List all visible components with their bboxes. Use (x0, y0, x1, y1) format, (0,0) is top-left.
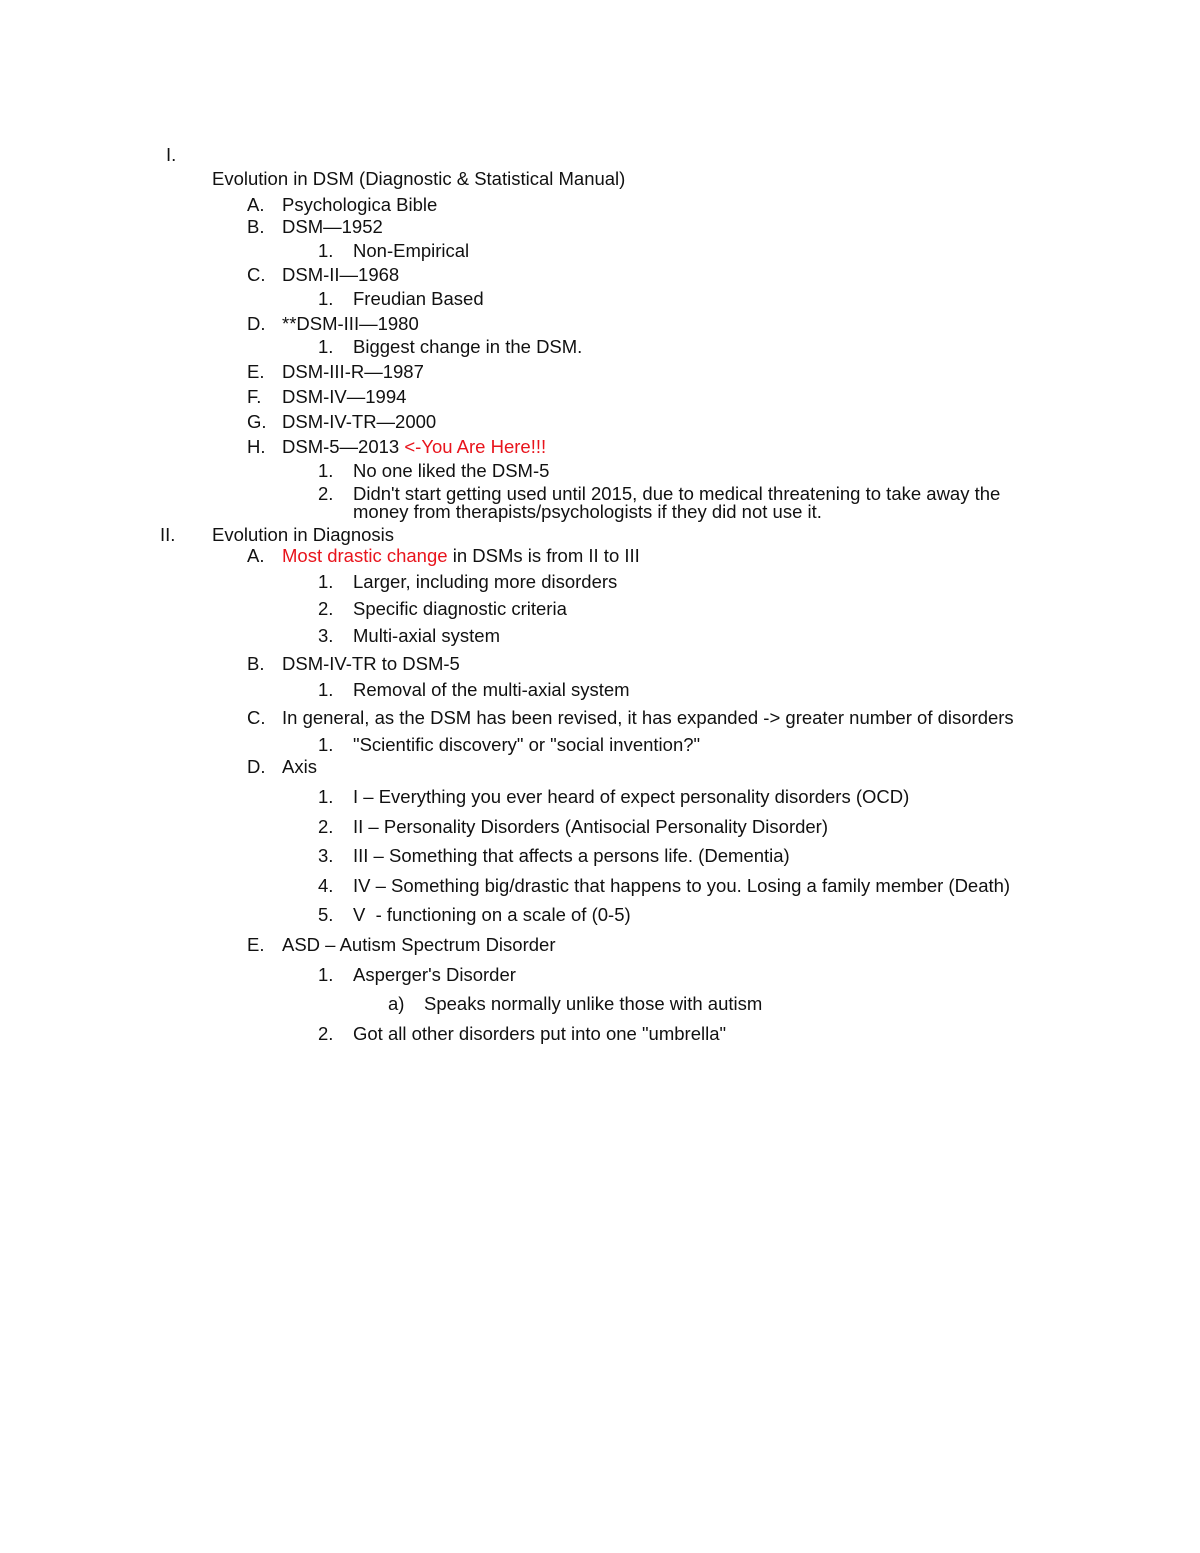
sub-item: Multi-axial system (353, 625, 500, 646)
sub-item-marker: 2. (318, 816, 334, 837)
item-marker: F. (247, 386, 262, 407)
list-item: Psychologica Bible (282, 194, 438, 215)
list-item: DSM-IV—1994 (282, 386, 407, 407)
sub-item: Didn't start getting used until 2015, due to medical threatening to take away the (353, 483, 1001, 504)
section-2-title: Evolution in Diagnosis (212, 524, 395, 545)
item-marker: G. (247, 411, 267, 432)
item-marker: C. (247, 264, 266, 285)
section-1-title: Evolution in DSM (Diagnostic & Statistical Manual) (212, 168, 626, 189)
sub-item-marker: 5. (318, 904, 334, 925)
sub-item-marker: 2. (318, 1023, 334, 1044)
sub-item-marker: 1. (318, 734, 334, 755)
sub-item: "Scientific discovery" or "social invention?" (353, 734, 701, 755)
item-marker: B. (247, 653, 265, 674)
list-item (282, 546, 640, 566)
list-item: Axis (282, 756, 317, 777)
sub-item: No one liked the DSM-5 (353, 460, 550, 481)
item-marker: D. (247, 756, 266, 777)
item-marker: H. (247, 436, 266, 457)
sub-item-marker: 1. (318, 336, 334, 357)
sub-item-marker: 4. (318, 875, 334, 896)
list-item: DSM-III-R—1987 (282, 361, 424, 382)
list-item: ASD – Autism Spectrum Disorder (282, 934, 556, 955)
list-item: **DSM-III—1980 (282, 313, 419, 334)
sub-item: Asperger's Disorder (353, 964, 516, 985)
sub-item-marker: 1. (318, 964, 334, 985)
section-1-number: I. (166, 144, 177, 165)
sub-item-continuation: money from therapists/psychologists if they did not use it. (353, 501, 822, 522)
item-marker: A. (247, 194, 265, 215)
sub-item-marker: 1. (318, 288, 334, 309)
list-item: DSM—1952 (282, 216, 383, 237)
list-item: DSM-II—1968 (282, 264, 400, 285)
sub-item: III – Something that affects a persons life. (Dementia) (353, 845, 790, 866)
sub-item: Biggest change in the DSM. (353, 336, 583, 357)
sub-item: Got all other disorders put into one "umbrella" (353, 1023, 727, 1044)
sub-item-marker: 1. (318, 571, 334, 592)
sub-sub-item: Speaks normally unlike those with autism (424, 993, 763, 1014)
item-text: in DSMs is from II to III (447, 545, 640, 566)
sub-item: Freudian Based (353, 288, 484, 309)
sub-item: V - functioning on a scale of (0-5) (353, 904, 631, 925)
sub-item-marker: 1. (318, 786, 334, 807)
sub-item: IV – Something big/drastic that happens to you. Losing a family member (Death) (353, 875, 1011, 896)
list-item (282, 437, 546, 457)
sub-item: I – Everything you ever heard of expect personality disorders (OCD) (353, 786, 910, 807)
sub-item: Removal of the multi-axial system (353, 679, 630, 700)
section-2-number: II. (160, 524, 176, 545)
sub-item-marker: 1. (318, 679, 334, 700)
sub-sub-item-marker: a) (388, 993, 405, 1014)
highlight-text: <-You Are Here!!! (404, 436, 547, 457)
list-item: In general, as the DSM has been revised, it has expanded -> greater number of disorders (282, 707, 1014, 728)
item-marker: A. (247, 545, 265, 566)
sub-item: Larger, including more disorders (353, 571, 618, 592)
list-item: DSM-IV-TR to DSM-5 (282, 653, 460, 674)
list-item: DSM-IV-TR—2000 (282, 411, 437, 432)
sub-item: Specific diagnostic criteria (353, 598, 567, 619)
sub-item: Non-Empirical (353, 240, 470, 261)
sub-item-marker: 1. (318, 240, 334, 261)
sub-item-marker: 2. (318, 483, 334, 504)
item-marker: D. (247, 313, 266, 334)
sub-item-marker: 2. (318, 598, 334, 619)
sub-item-marker: 3. (318, 845, 334, 866)
item-marker: B. (247, 216, 265, 237)
sub-item: II – Personality Disorders (Antisocial Personality Disorder) (353, 816, 829, 837)
item-text: DSM-5—2013 (282, 436, 405, 457)
item-marker: C. (247, 707, 266, 728)
highlight-text: Most drastic change (282, 545, 448, 566)
item-marker: E. (247, 361, 265, 382)
sub-item-marker: 1. (318, 460, 334, 481)
sub-item-marker: 3. (318, 625, 334, 646)
item-marker: E. (247, 934, 265, 955)
